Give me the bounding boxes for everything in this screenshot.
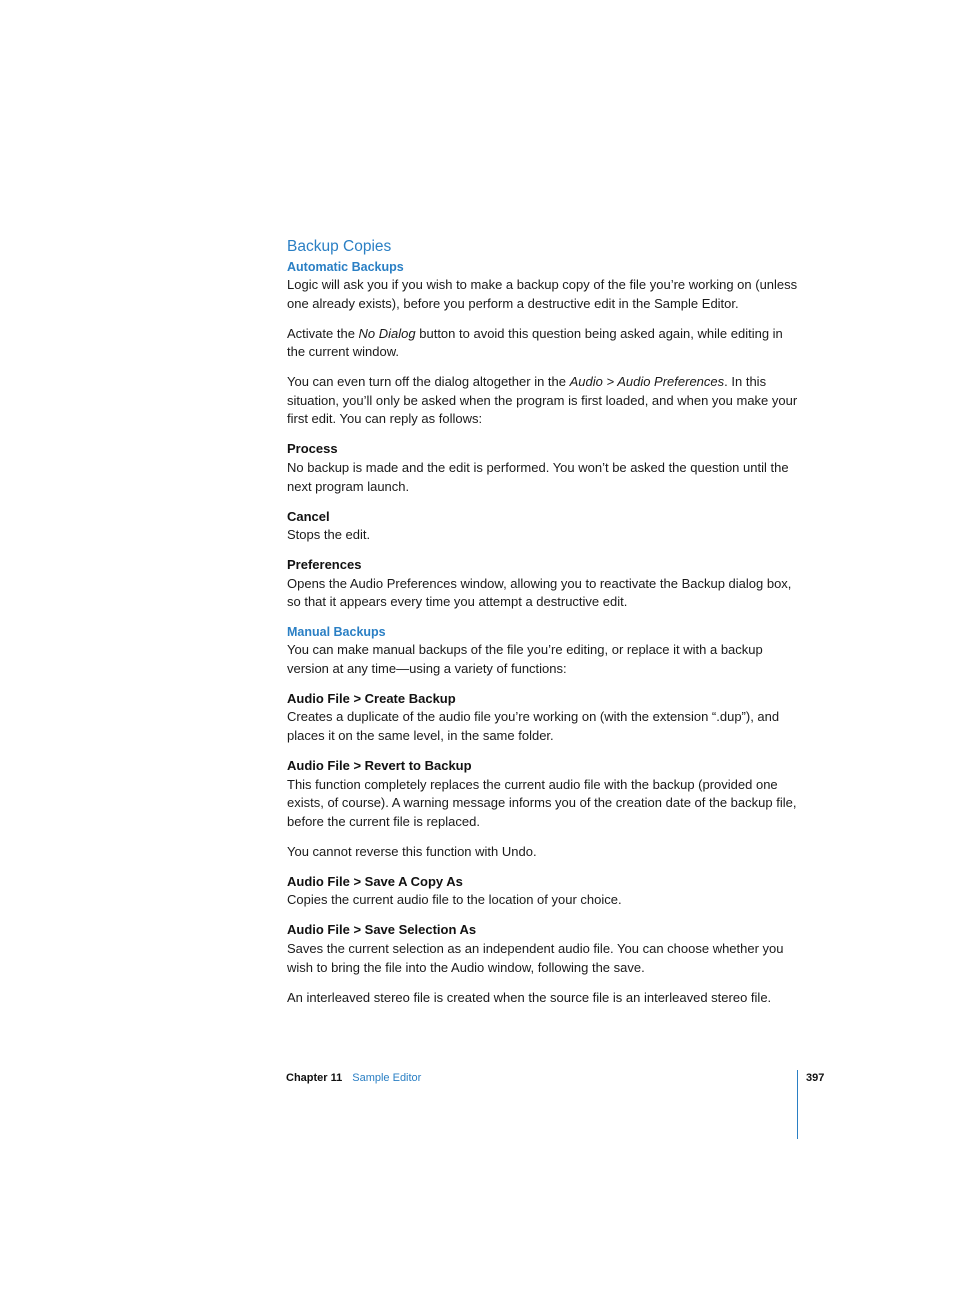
desc-revert-to-backup: This function completely replaces the current audio file with the backup (provided one exists, of course). A warning message informs you of the creation date of the backup file, before the current file is replaced.	[287, 776, 797, 829]
audio-preferences-menu-path: Audio > Audio Preferences	[569, 374, 725, 390]
term-process: Process	[287, 441, 338, 457]
term-cancel: Cancel	[287, 508, 330, 524]
desc-preferences: Opens the Audio Preferences window, allowing you to reactivate the Backup dialog box, so that it appears every time you attempt a destructive edit.	[287, 575, 792, 610]
chapter-number: Chapter 11	[286, 1072, 343, 1084]
desc-save-selection-as: Saves the current selection as an independent audio file. You can choose whether you wish to bring the file into the Audio window, following the save.	[287, 940, 784, 975]
interleaved-note: An interleaved stereo file is created when the source file is an interleaved stereo file.	[287, 989, 772, 1005]
revert-note: You cannot reverse this function with Undo.	[287, 843, 537, 859]
no-dialog-paragraph: Activate the No Dialog button to avoid this question being asked again, while editing in the current window.	[287, 325, 783, 360]
term-save-selection-as: Audio File > Save Selection As	[287, 922, 477, 938]
no-dialog-term: No Dialog	[358, 325, 416, 341]
page-number: 397	[806, 1072, 825, 1084]
term-revert-to-backup: Audio File > Revert to Backup	[287, 758, 472, 773]
page-content	[287, 236, 799, 1018]
term-create-backup: Audio File > Create Backup	[287, 690, 456, 706]
desc-cancel: Stops the edit.	[287, 527, 371, 543]
preferences-paragraph: You can even turn off the dialog altogether in the Audio > Audio Preferences. In this situation, you’ll only be asked when the program is first loaded, and when you make your first edit. You can reply as follows:	[287, 374, 798, 427]
footer-divider	[797, 1070, 798, 1139]
desc-create-backup: Creates a duplicate of the audio file you’re working on (with the extension “.dup”), and places it on the same level, in the same folder.	[287, 709, 780, 744]
term-preferences: Preferences	[287, 557, 362, 573]
page-footer	[286, 1070, 421, 1086]
chapter-name: Sample Editor	[352, 1072, 422, 1084]
desc-save-a-copy-as: Copies the current audio file to the location of your choice.	[287, 892, 622, 908]
automatic-backups-heading: Automatic Backups	[287, 260, 404, 274]
automatic-intro-paragraph: Logic will ask you if you wish to make a backup copy of the file you’re working on (unless one already exists), before you perform a destructive edit in the Sample Editor.	[287, 277, 798, 311]
section-title: Backup Copies	[287, 238, 392, 255]
manual-backups-heading: Manual Backups	[287, 625, 386, 640]
manual-intro-paragraph: You can make manual backups of the file you’re editing, or replace it with a backup version at any time—using a variety of functions:	[287, 642, 763, 676]
desc-process: No backup is made and the edit is performed. You won’t be asked the question until the next program launch.	[287, 459, 789, 494]
term-save-a-copy-as: Audio File > Save A Copy As	[287, 873, 463, 889]
